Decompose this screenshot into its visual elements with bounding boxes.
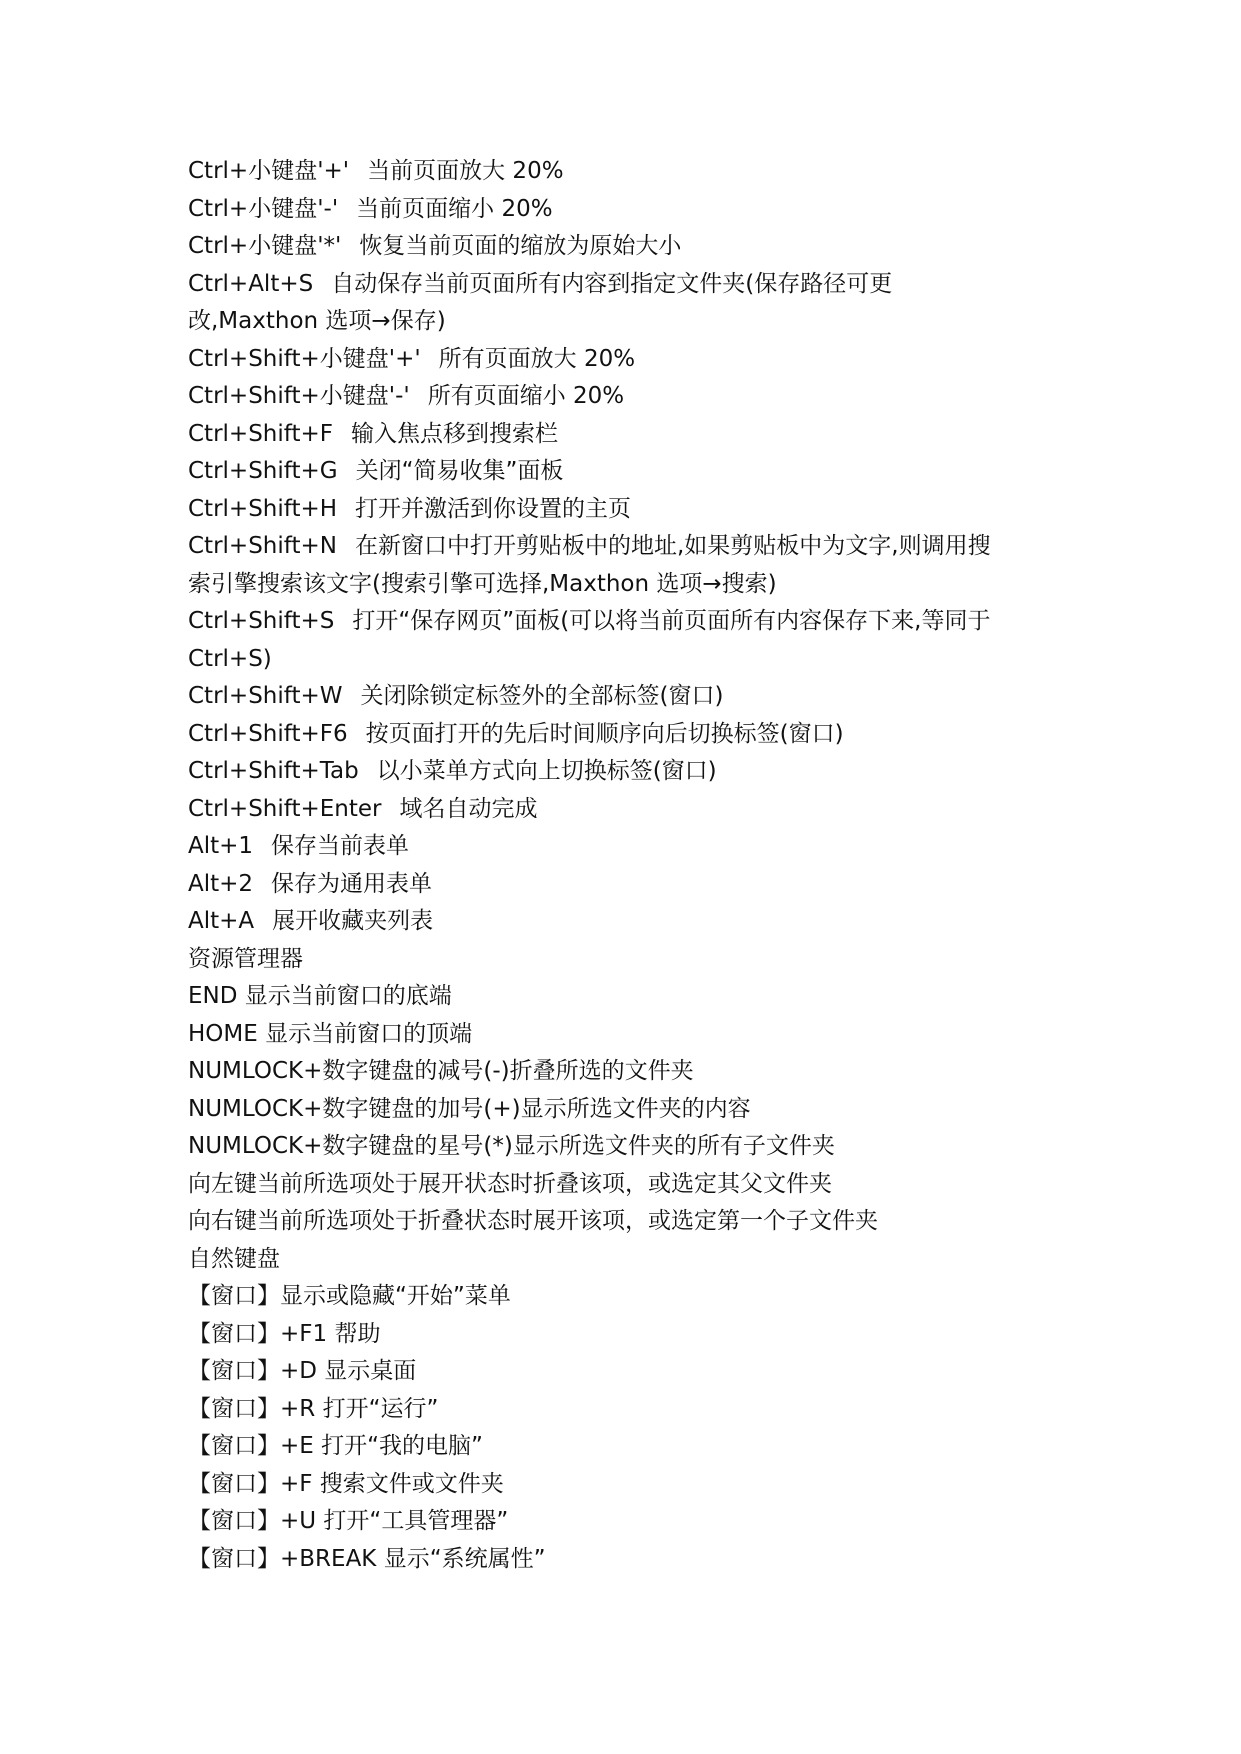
shortcut-description: 打开并激活到你设置的主页	[355, 495, 632, 522]
shortcut-key: Ctrl+Shift+小键盘'+'	[188, 345, 421, 372]
shortcut-key: Alt+A	[188, 908, 255, 934]
continuation-line	[188, 566, 1048, 604]
shortcut-description: 展开收藏夹列表	[272, 908, 434, 934]
section-heading	[188, 1241, 1048, 1279]
text-line	[188, 1053, 1048, 1091]
shortcut-key: Ctrl+Shift+W	[188, 683, 343, 709]
shortcut-description: 输入焦点移到搜索栏	[350, 420, 558, 447]
text-line	[188, 978, 1048, 1016]
line-text: 【窗口】+R 打开“运行”	[188, 1395, 439, 1422]
line-text: 索引擎搜索该文字(搜索引擎可选择,Maxthon 选项→搜索)	[188, 570, 777, 597]
shortcut-line	[188, 153, 1048, 191]
shortcut-line	[188, 453, 1048, 491]
shortcut-description: 保存当前表单	[271, 833, 410, 859]
section-heading	[188, 941, 1048, 979]
text-line	[188, 1016, 1048, 1054]
shortcut-line	[188, 828, 1048, 866]
line-text: 向左键当前所选项处于展开状态时折叠该项，或选定其父文件夹	[188, 1170, 832, 1197]
shortcut-description: 关闭“简易收集”面板	[355, 458, 564, 484]
shortcut-key: Ctrl+Shift+Tab	[188, 758, 359, 784]
text-line	[188, 1428, 1048, 1466]
shortcut-line	[188, 678, 1048, 716]
shortcut-line	[188, 378, 1048, 416]
text-line	[188, 1203, 1048, 1241]
text-line	[188, 1391, 1048, 1429]
shortcut-description: 在新窗口中打开剪贴板中的地址,如果剪贴板中为文字,则调用搜	[354, 533, 991, 559]
text-line	[188, 1503, 1048, 1541]
line-text: 资源管理器	[188, 945, 303, 972]
text-line	[188, 1166, 1048, 1204]
shortcut-line	[188, 791, 1048, 829]
line-text: Ctrl+S)	[188, 645, 272, 672]
shortcut-description: 以小菜单方式向上切换标签(窗口)	[376, 758, 717, 784]
shortcut-key: Ctrl+Shift+N	[188, 533, 337, 559]
shortcut-description: 恢复当前页面的缩放为原始大小	[359, 233, 682, 259]
line-text: NUMLOCK+数字键盘的减号(-)折叠所选的文件夹	[188, 1058, 694, 1084]
text-line	[188, 1353, 1048, 1391]
shortcut-description: 关闭除锁定标签外的全部标签(窗口)	[360, 683, 724, 709]
shortcut-line	[188, 866, 1048, 904]
shortcut-description: 按页面打开的先后时间顺序向后切换标签(窗口)	[365, 720, 844, 747]
shortcut-line	[188, 528, 1048, 566]
text-line	[188, 1541, 1048, 1579]
shortcut-key: Ctrl+Shift+小键盘'-'	[188, 383, 410, 409]
shortcut-line	[188, 228, 1048, 266]
shortcut-description: 打开“保存网页”面板(可以将当前页面所有内容保存下来,等同于	[352, 608, 991, 634]
shortcut-key: Ctrl+Shift+H	[188, 495, 338, 522]
shortcut-line	[188, 191, 1048, 229]
shortcut-description: 保存为通用表单	[271, 870, 433, 897]
shortcut-key: Ctrl+小键盘'-'	[188, 195, 339, 222]
shortcut-line	[188, 266, 1048, 304]
continuation-line	[188, 641, 1048, 679]
shortcut-description: 域名自动完成	[399, 795, 538, 822]
line-text: 【窗口】+BREAK 显示“系统属性”	[188, 1545, 546, 1572]
line-text: 【窗口】+F1 帮助	[188, 1320, 381, 1347]
text-line	[188, 1091, 1048, 1129]
shortcut-description: 当前页面缩小 20%	[356, 195, 553, 222]
document-body	[188, 153, 1048, 1578]
line-text: 【窗口】+E 打开“我的电脑”	[188, 1433, 483, 1459]
shortcut-key: Ctrl+Shift+G	[188, 458, 338, 484]
line-text: END 显示当前窗口的底端	[188, 983, 452, 1009]
text-line	[188, 1128, 1048, 1166]
shortcut-key: Alt+2	[188, 870, 254, 897]
text-line	[188, 1316, 1048, 1354]
shortcut-key: Ctrl+Alt+S	[188, 270, 314, 297]
line-text: NUMLOCK+数字键盘的星号(*)显示所选文件夹的所有子文件夹	[188, 1133, 835, 1159]
shortcut-key: Ctrl+Shift+F	[188, 420, 333, 447]
shortcut-line	[188, 753, 1048, 791]
shortcut-key: Alt+1	[188, 833, 254, 859]
text-line	[188, 1466, 1048, 1504]
shortcut-line	[188, 603, 1048, 641]
line-text: 向右键当前所选项处于折叠状态时展开该项，或选定第一个子文件夹	[188, 1208, 878, 1234]
shortcut-key: Ctrl+Shift+S	[188, 608, 335, 634]
shortcut-line	[188, 716, 1048, 754]
line-text: 【窗口】+F 搜索文件或文件夹	[188, 1470, 504, 1497]
continuation-line	[188, 303, 1048, 341]
text-line	[188, 1278, 1048, 1316]
line-text: 【窗口】显示或隐藏“开始”菜单	[188, 1283, 511, 1309]
line-text: HOME 显示当前窗口的顶端	[188, 1020, 473, 1047]
shortcut-key: Ctrl+Shift+F6	[188, 720, 348, 747]
shortcut-line	[188, 416, 1048, 454]
shortcut-line	[188, 903, 1048, 941]
shortcut-description: 当前页面放大 20%	[367, 158, 564, 184]
shortcut-description: 自动保存当前页面所有内容到指定文件夹(保存路径可更	[331, 270, 893, 297]
shortcut-line	[188, 491, 1048, 529]
shortcut-key: Ctrl+小键盘'*'	[188, 233, 342, 259]
line-text: 自然键盘	[188, 1245, 280, 1272]
line-text: 改,Maxthon 选项→保存)	[188, 308, 446, 334]
line-text: 【窗口】+D 显示桌面	[188, 1358, 417, 1384]
shortcut-line	[188, 341, 1048, 379]
shortcut-description: 所有页面放大 20%	[438, 345, 636, 372]
shortcut-description: 所有页面缩小 20%	[427, 383, 625, 409]
line-text: NUMLOCK+数字键盘的加号(+)显示所选文件夹的内容	[188, 1095, 751, 1122]
line-text: 【窗口】+U 打开“工具管理器”	[188, 1508, 509, 1534]
shortcut-key: Ctrl+小键盘'+'	[188, 158, 350, 184]
shortcut-key: Ctrl+Shift+Enter	[188, 795, 382, 822]
